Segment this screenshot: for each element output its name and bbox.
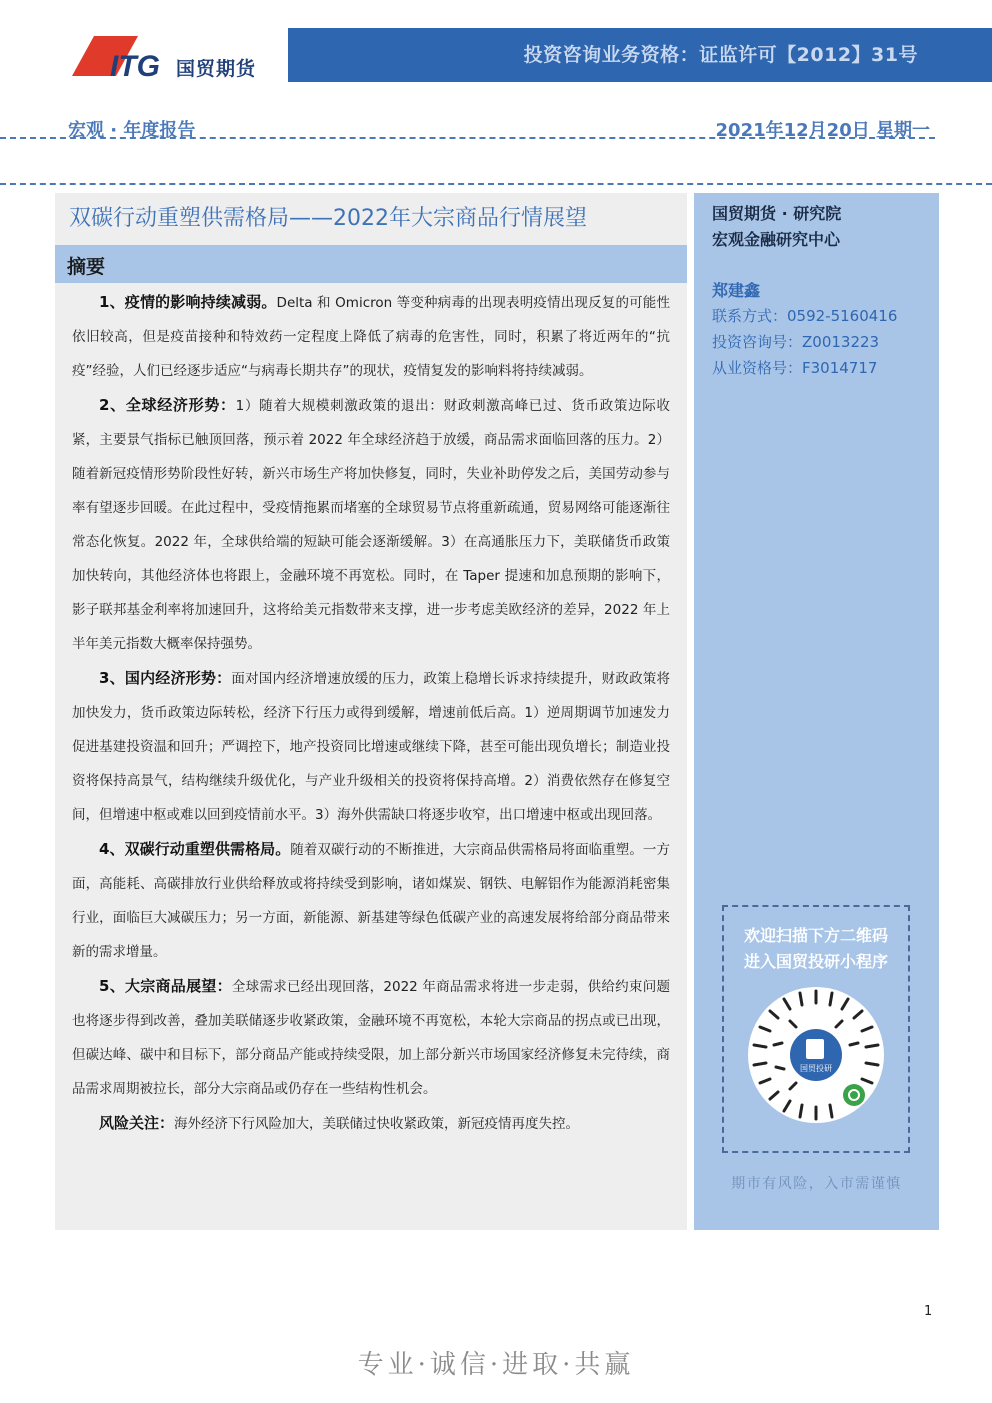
qr-box xyxy=(722,905,910,1153)
paragraph-text: 1）随着大规模刺激政策的退出：财政刺激高峰已过、货币政策边际收紧，主要景气指标已触顶回落，预示着 2022 年全球经济趋于放缓，商品需求面临回落的压力。2）随着新冠疫情形势阶段性好转，新兴市场生产将加快修复，同时，失业补助停发之后，美国劳动参与率有望逐步回暖。在此过程中，受疫情拖累而堵塞的全球贸易节点将重新疏通，贸易网络可能逐渐往常态化恢复。2022 年，全球供给端的短缺可能会逐渐缓解。3）在高通胀压力下，美联储货币政策加快转向，其他经济体也将跟上，金融环境不再宽松。同时，在 Taper 提速和加息预期的影响下，影子联邦基金利率将加速回升，这将给美元指数带来支撑，进一步考虑美欧经济的差异，2022 年上半年美元指数大概率保持强势。 xyxy=(72,398,670,652)
sidebar-dept: 宏观金融研究中心 xyxy=(712,230,841,249)
main-panel xyxy=(55,193,687,1230)
paragraph xyxy=(72,661,670,832)
paragraph-heading: 2、全球经济形势： xyxy=(99,396,236,414)
paragraph-heading: 风险关注： xyxy=(99,1114,175,1132)
paragraph-text: Delta 和 Omicron 等变种病毒的出现表明疫情出现反复的可能性依旧较高，但是疫苗接种和特效药一定程度上降低了病毒的危害性，同时，积累了将近两年的“抗疫”经验，人们已经逐步适应“与病毒长期共存”的现状，疫情复发的影响料将持续减弱。 xyxy=(72,295,670,379)
logo-letters: ITG xyxy=(110,50,160,82)
paragraph-text: 海外经济下行风险加大，美联储过快收紧政策，新冠疫情再度失控。 xyxy=(174,1116,580,1132)
sidebar xyxy=(694,193,939,1230)
paragraph-text: 面对国内经济增速放缓的压力，政策上稳增长诉求持续提升，财政政策将加快发力，货币政策边际转松，经济下行压力或得到缓解，增速前低后高。1）逆周期调节加速发力促进基建投资温和回升；严调控下，地产投资同比增速或继续下降，甚至可能出现负增长；制造业投资将保持高景气，结构继续升级优化，与产业升级相关的投资将保持高增。2）消费依然存在修复空间，但增速中枢或难以回到疫情前水平。3）海外供需缺口将逐步收窄，出口增速中枢或出现回落。 xyxy=(72,671,670,823)
paragraph-heading: 1、疫情的影响持续减弱。 xyxy=(99,293,277,311)
qualification-text: 投资咨询业务资格：证监许可【2012】31号 xyxy=(523,44,918,66)
qr-center-label: 国贸投研 xyxy=(800,1064,832,1073)
qr-caption-2: 进入国贸投研小程序 xyxy=(743,952,888,971)
sidebar-org: 国贸期货 · 研究院 xyxy=(712,204,842,223)
paragraph xyxy=(72,285,670,388)
paragraph xyxy=(72,1106,670,1141)
author-contact: 联系方式：0592-5160416 xyxy=(712,307,898,325)
paragraph xyxy=(72,388,670,661)
abstract-body xyxy=(72,285,670,1141)
divider-dashed xyxy=(0,183,992,185)
page-number: 1 xyxy=(924,1304,933,1319)
paragraph-heading: 3、国内经济形势： xyxy=(99,669,232,687)
paragraph-heading: 5、大宗商品展望： xyxy=(99,977,232,995)
footer-slogan: 专业·诚信·进取·共赢 xyxy=(357,1350,635,1380)
report-title: 双碳行动重塑供需格局——2022年大宗商品行情展望 xyxy=(69,206,587,231)
report-date: 2021年12月20日 星期一 xyxy=(715,120,930,141)
paragraph-heading: 4、双碳行动重塑供需格局。 xyxy=(99,840,291,858)
qr-caption-1: 欢迎扫描下方二维码 xyxy=(743,926,888,945)
paragraph xyxy=(72,969,670,1106)
paragraph xyxy=(72,832,670,969)
author-name: 郑建鑫 xyxy=(712,281,761,300)
author-license-no: 从业资格号：F3014717 xyxy=(712,359,878,377)
paragraph-text: 全球需求已经出现回落，2022 年商品需求将进一步走弱，供给约束问题也将逐步得到改善，叠加美联储逐步收紧政策，金融环境不再宽松，本轮大宗商品的拐点或已出现，但碳达峰、碳中和目标下，部分商品产能或持续受限，加上部分新兴市场国家经济修复未完待续，商品需求周期被拉长，部分大宗商品或仍存在一些结构性机会。 xyxy=(72,979,670,1097)
divider-dashed xyxy=(0,137,935,139)
abstract-label: 摘要 xyxy=(67,256,106,278)
paragraph-text: 随着双碳行动的不断推进，大宗商品供需格局将面临重塑。一方面，高能耗、高碳排放行业供给释放或将持续受到影响，诸如煤炭、钢铁、电解铝作为能源消耗密集行业，面临巨大减碳压力；另一方面，新能源、新基建等绿色低碳产业的高速发展将给部分商品带来新的需求增量。 xyxy=(72,842,670,960)
risk-notice: 期市有风险，入市需谨慎 xyxy=(731,1176,902,1192)
author-consult-no: 投资咨询号：Z0013223 xyxy=(712,333,880,351)
report-category: 宏观 · 年度报告 xyxy=(68,120,196,141)
logo-company-name: 国贸期货 xyxy=(176,58,257,80)
abstract-bar xyxy=(55,245,687,283)
mini-program-qr-code[interactable] xyxy=(746,985,886,1125)
